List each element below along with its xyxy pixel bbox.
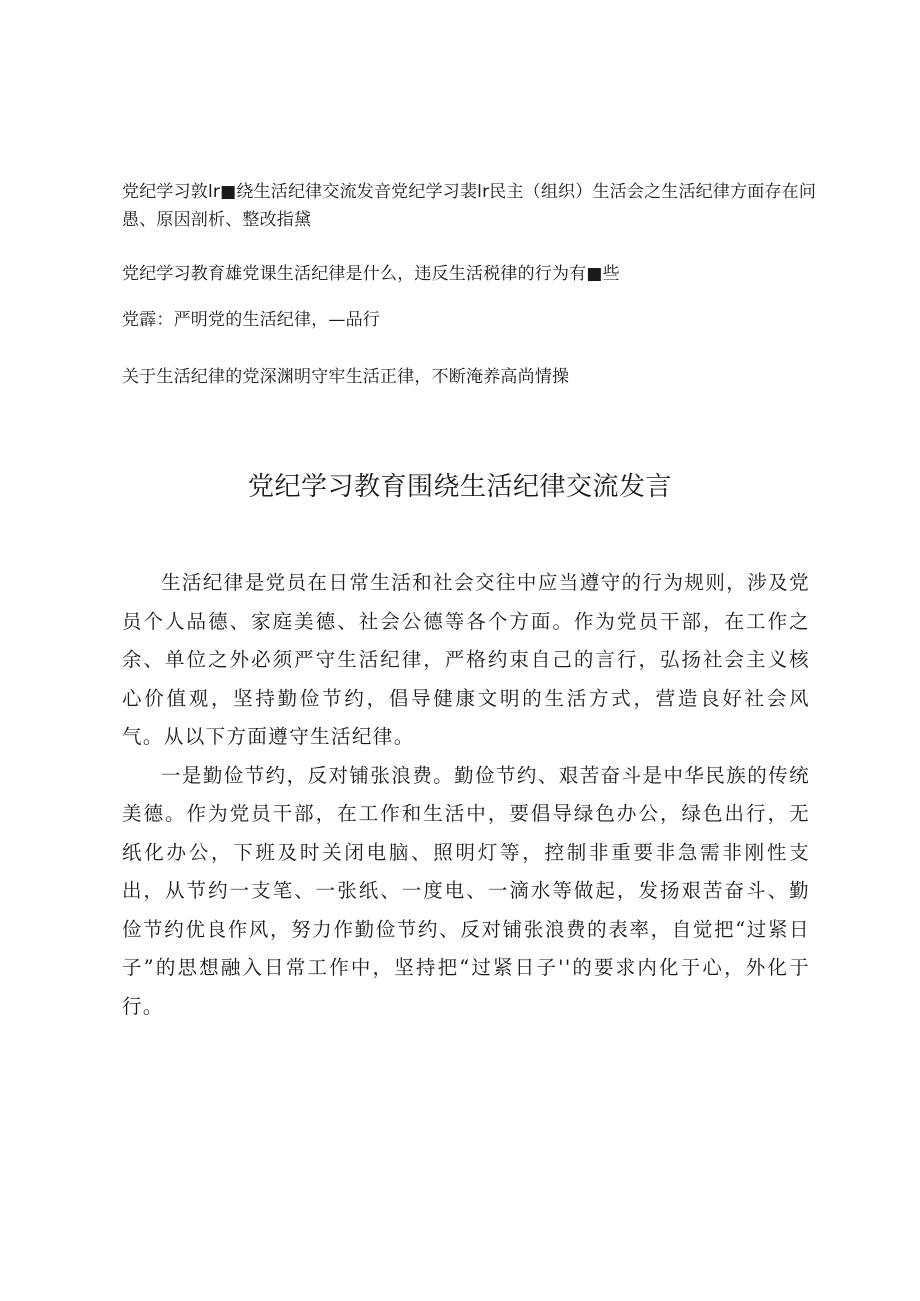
related-article-1[interactable]: 党纪学习敦lr■绕生活纪律交流发音党纪学习裴lr民主（组织）生活会之生活纪律方面存在问愚、原因剖析、整改指黛 xyxy=(122,182,817,230)
related-article-3[interactable]: 党霹：严明党的生活纪律，—品行 xyxy=(122,310,380,330)
related-articles-list xyxy=(122,178,822,417)
document-body xyxy=(122,564,810,1026)
document-title: 党纪学习教育围绕生活纪律交流发言 xyxy=(247,472,672,502)
body-paragraph: 生活纪律是党员在日常生活和社会交往中应当遵守的行为规则，涉及党员个人品德、家庭美德、社会公德等各个方面。作为党员干部，在工作之余、单位之外必须严守生活纪律，严格约束自己的言行，弘扬社会主义核心价值观，坚持勤俭节约，倡导健康文明的生活方式，营造良好社会风气。从以下方面遵守生活纪律。 xyxy=(122,571,810,748)
related-article-2[interactable]: 党纪学习教育雄党课生活纪律是什么，违反生活税律的行为有■些 xyxy=(122,264,620,284)
body-paragraph: 一是勤俭节约，反对铺张浪费。勤俭节约、艰苦奋斗是中华民族的传统美德。作为党员干部，在工作和生活中，要倡导绿色办公，绿色出行，无纸化办公，下班及时关闭电脑、照明灯等，控制非重要非急需非刚性支出，从节约一支笔、一张纸、一度电、一滴水等做起，发扬艰苦奋斗、勤俭节约优良作风，努力作勤俭节约、反对铺张浪费的表率，自觉把“过紧日子”的思想融入日常工作中，坚持把“过紧日子''的要求内化于心，外化于行。 xyxy=(122,763,810,1018)
related-article-4[interactable]: 关于生活纪律的党深渊明守牢生活正律，不断淹养高尚情操 xyxy=(122,367,570,387)
